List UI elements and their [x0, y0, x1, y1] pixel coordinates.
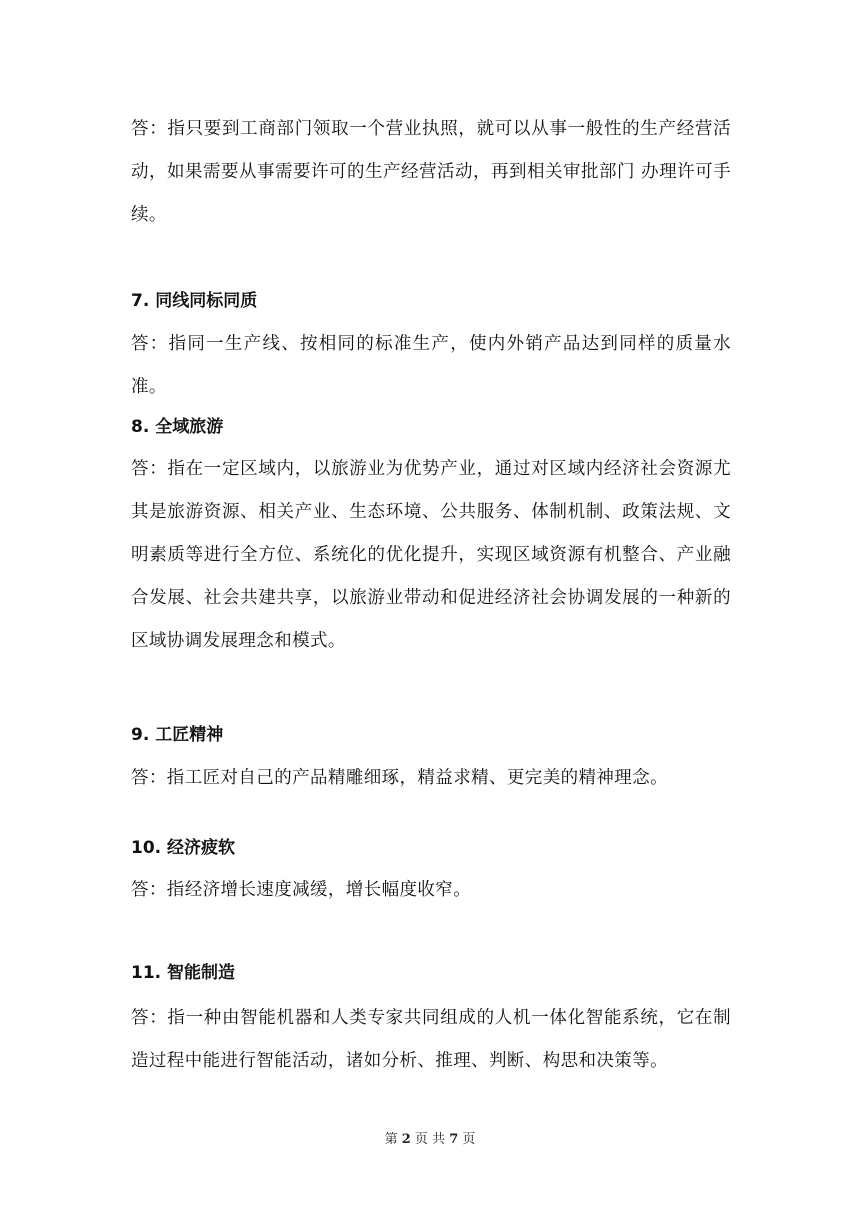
answer-paragraph-10: 答：指经济增长速度减缓，增长幅度收窄。: [131, 880, 472, 900]
answer-paragraph-7: 答：指同一生产线、按相同的标准生产，使内外销产品达到同样的质量水准。: [131, 334, 731, 397]
heading-item-10: 10. 经济疲软: [131, 838, 236, 858]
heading-item-11: 11. 智能制造: [131, 963, 236, 983]
heading-item-9: 9. 工匠精神: [131, 725, 224, 745]
answer-paragraph-8: 答：指在一定区域内，以旅游业为优势产业，通过对区域内经济社会资源尤其是旅游资源、相关产业、生态环境、公共服务、体制机制、政策法规、文明素质等进行全方位、系统化的优化提升，实现区域资源有机整合、产业融合发展、社会共建共享，以旅游业带动和促进经济社会协调发展的一种新的区域协调发展理念和模式。: [131, 459, 731, 651]
answer-paragraph-6: 答：指只要到工商部门领取一个营业执照，就可以从事一般性的生产经营活动，如果需要从事需要许可的生产经营活动，再到相关审批部门 办理许可手续。: [131, 119, 731, 225]
heading-item-7: 7. 同线同标同质: [131, 291, 258, 311]
answer-paragraph-11: 答：指一种由智能机器和人类专家共同组成的人机一体化智能系统，它在制造过程中能进行智能活动，诸如分析、推理、判断、构思和决策等。: [131, 1008, 731, 1071]
footer-page-number: 2: [401, 1132, 411, 1147]
answer-paragraph-9: 答：指工匠对自己的产品精雕细琢，精益求精、更完美的精神理念。: [131, 768, 668, 788]
footer-prefix: 第: [384, 1132, 398, 1147]
footer-middle: 页 共: [414, 1132, 446, 1147]
footer-suffix: 页: [462, 1132, 476, 1147]
page-footer: [0, 1128, 860, 1147]
heading-item-8: 8. 全域旅游: [131, 417, 224, 437]
footer-total-pages: 7: [449, 1132, 459, 1147]
